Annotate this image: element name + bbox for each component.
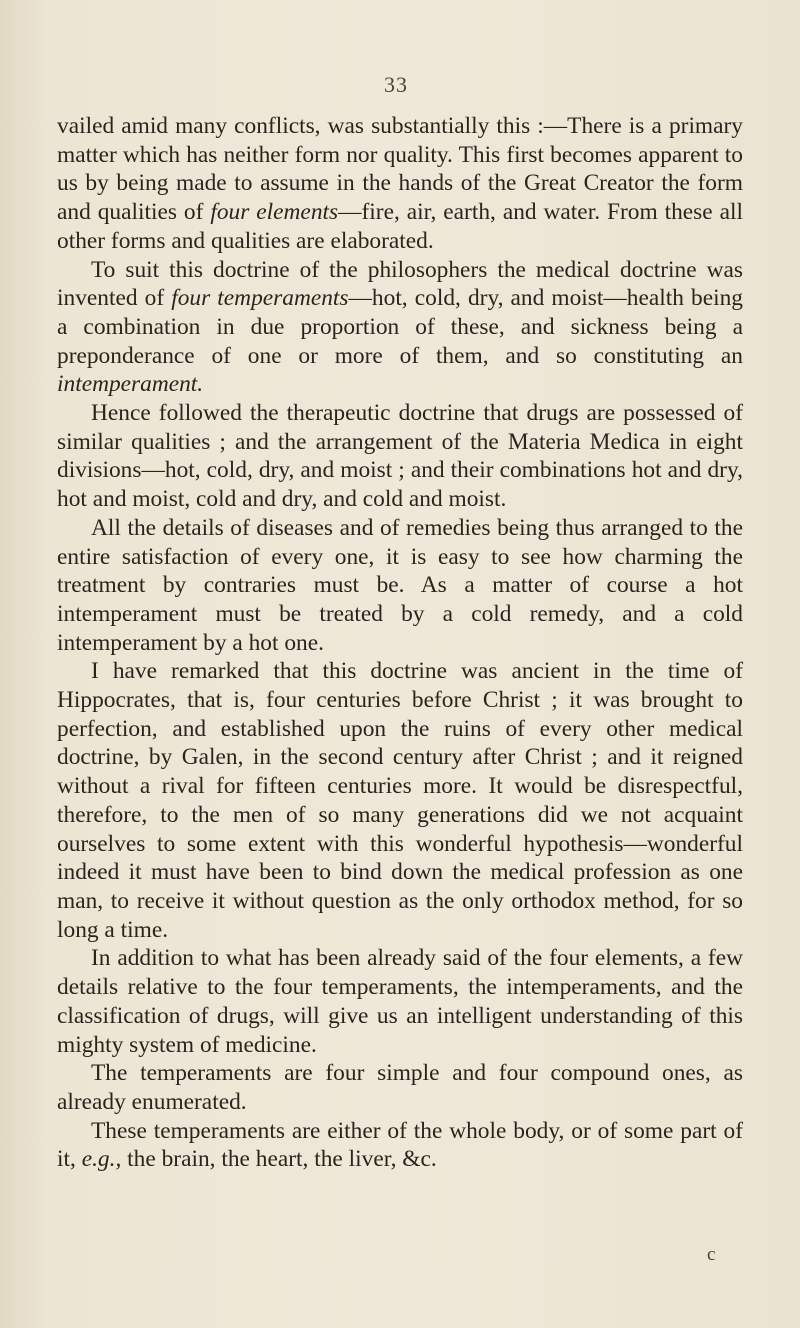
text-run: The temperaments are four simple and four compound ones, as already enumerated. <box>57 1060 743 1115</box>
text-run: —hot, cold, dry, and moist—health being a combination in due proportion of these, and sickness being a preponderance of one or more of them, and so constituting an <box>57 285 744 369</box>
italic-text: four elements <box>210 199 339 226</box>
text-run: In addition to what has been already said of the four elements, a few details relative to the four temperaments, the intemperaments, and the classification of drugs, will give us an intelligent understanding of this mighty system of medicine. <box>57 945 743 1058</box>
paragraph <box>57 1059 743 1116</box>
text-run: I have remarked that this doctrine was ancient in the time of Hippocrates, that is, four centuries before Christ ; it was brought to perfection, and established upon the ruins of every other medical doctrine, by Galen, in the second century after Christ ; and it reigned without a rival for fifteen centuries more. It would be disrespectful, therefore, to the men of so many generations did we not acquaint ourselves to some extent with this wonderful hypothesis—wonderful indeed it must have been to bind down the medical profession as one man, to receive it without question as the only orthodox method, for so long a time. <box>57 658 743 943</box>
paragraph <box>57 256 743 400</box>
italic-text: intemperament. <box>57 371 204 398</box>
text-run: —fire, air, earth, and water. From these all other forms and qualities are elaborated. <box>57 199 743 254</box>
page-number: 33 <box>384 72 408 97</box>
paragraph <box>57 1117 743 1174</box>
paragraph <box>57 514 743 658</box>
text-run: Hence followed the therapeutic doctrine that drugs are possessed of similar qualities ; and the arrangement of the Materia Medica in eight divisions—hot, cold, dry, and moist ; and their combinations hot and dry, hot and moist, cold and dry, and cold and moist. <box>57 400 743 513</box>
text-run: To suit this doctrine of the philosophers the medical doctrine was invented of <box>57 256 743 312</box>
paragraph <box>57 112 743 256</box>
text-run: vailed amid many conflicts, was substantially this :—There is a primary matter which has neither form nor quality. This first becomes apparent to us by being made to assume in the hands of the Great Creator the form and qualities of <box>57 113 743 226</box>
signature-mark: c <box>707 1244 716 1265</box>
text-run: the brain, the heart, the liver, &c. <box>121 1146 437 1173</box>
paragraph <box>57 399 743 514</box>
body-text <box>57 112 743 1174</box>
paragraph <box>57 944 743 1059</box>
italic-text: four temperaments <box>171 285 349 312</box>
paragraph <box>57 657 743 944</box>
italic-text: e.g., <box>81 1146 122 1173</box>
text-run: All the details of diseases and of remedies being thus arranged to the entire satisfaction of every one, it is easy to see how charming the treatment by contraries must be. As a matter of course a hot intemperament must be treated by a cold remedy, and a cold intemperament by a hot one. <box>57 514 743 656</box>
text-run: These temperaments are either of the whole body, or of some part of it, <box>57 1117 743 1173</box>
